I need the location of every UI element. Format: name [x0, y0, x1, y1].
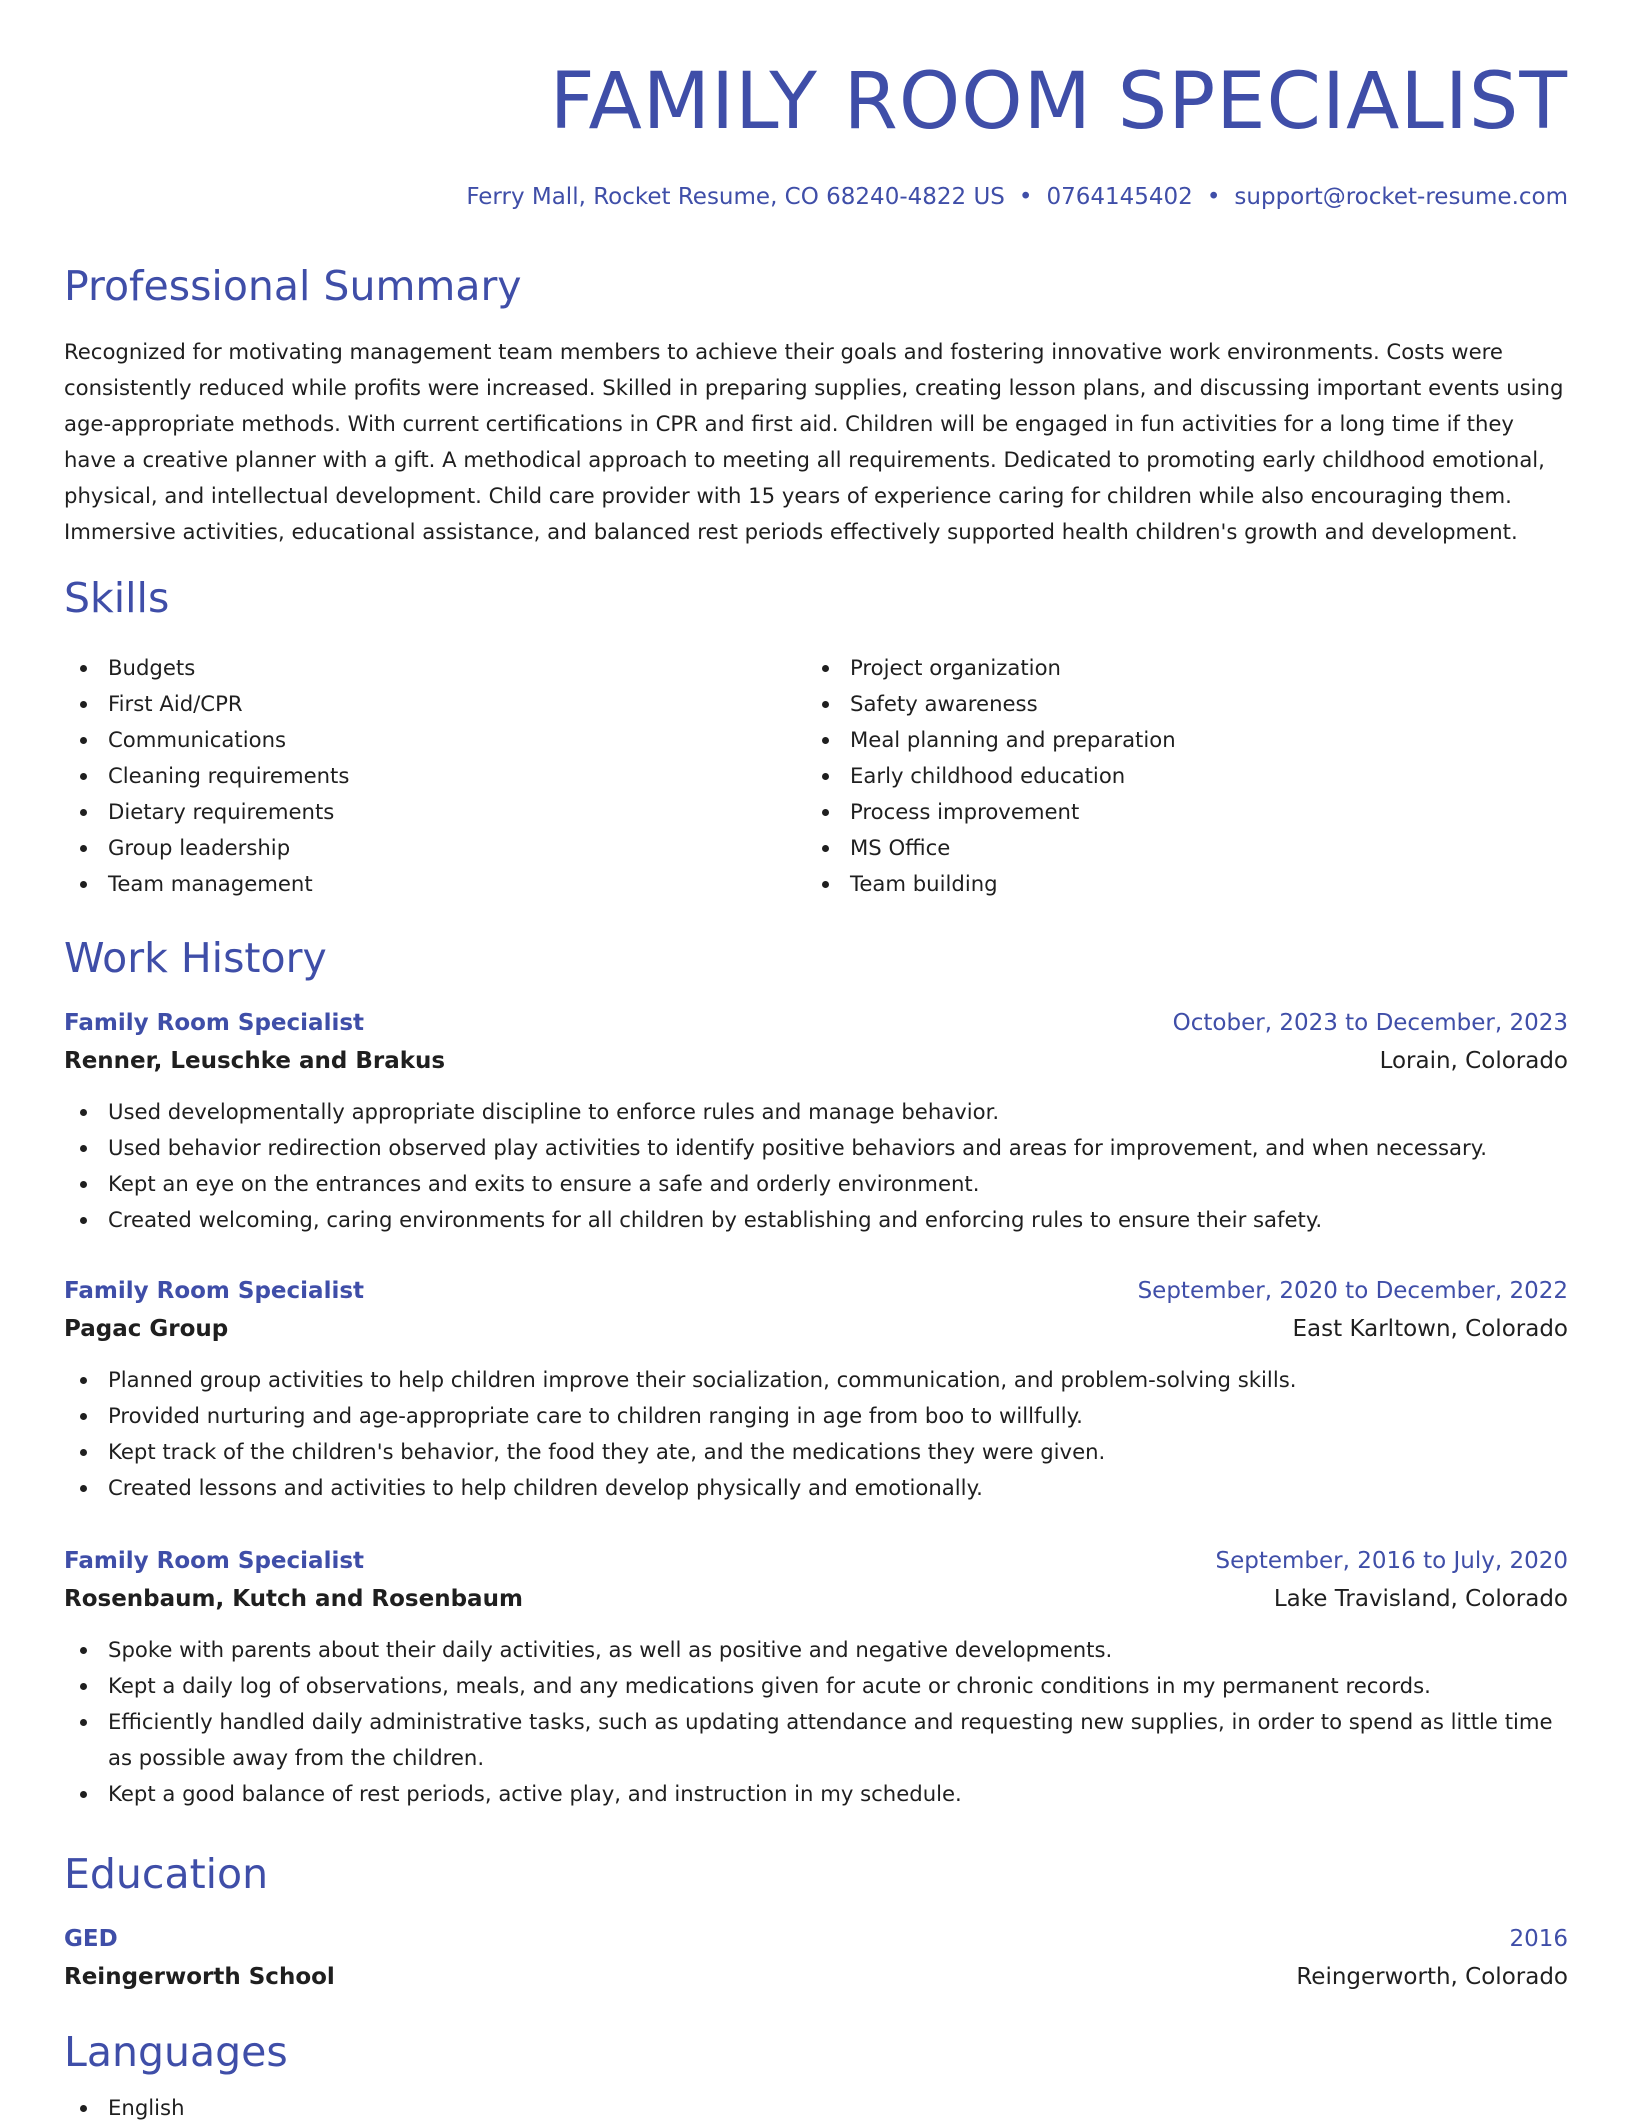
- skill-item: Early childhood education: [806, 758, 1506, 794]
- skill-item: Process improvement: [806, 794, 1506, 830]
- summary-heading: Professional Summary: [64, 262, 522, 310]
- contact-separator: •: [1018, 184, 1033, 210]
- skill-item: Communications: [64, 722, 764, 758]
- skill-item: Meal planning and preparation: [806, 722, 1506, 758]
- job-location: Lake Travisland, Colorado: [1273, 1586, 1568, 1612]
- skill-item: Cleaning requirements: [64, 758, 764, 794]
- contact-line: [466, 180, 1568, 214]
- job-duty: Created welcoming, caring environments for all children by establishing and enforcing rules to ensure their safety.: [64, 1202, 1568, 1238]
- skill-item: Project organization: [806, 650, 1506, 686]
- job-duty: Kept an eye on the entrances and exits to ensure a safe and orderly environment.: [64, 1166, 1568, 1202]
- job-title: Family Room Specialist: [64, 1278, 365, 1304]
- job-duty: Kept track of the children's behavior, the food they ate, and the medications they were given.: [64, 1434, 1568, 1470]
- job-company-row: [64, 1580, 1568, 1618]
- resume-title: FAMILY ROOM SPECIALIST: [549, 57, 1568, 147]
- job-title: Family Room Specialist: [64, 1548, 365, 1574]
- skill-item: MS Office: [806, 830, 1506, 866]
- job-duties-list: [64, 1632, 1568, 1812]
- education-school: Reingerworth School: [64, 1964, 335, 1990]
- skill-item: Dietary requirements: [64, 794, 764, 830]
- job-duties-list: [64, 1094, 1568, 1238]
- job-dates: September, 2016 to July, 2020: [1215, 1548, 1568, 1574]
- job-duty: Used developmentally appropriate discipline to enforce rules and manage behavior.: [64, 1094, 1568, 1130]
- education-entry: [64, 1920, 1568, 1996]
- education-school-row: [64, 1958, 1568, 1996]
- job-duty: Kept a daily log of observations, meals, and any medications given for acute or chronic conditions in my permanent records.: [64, 1668, 1568, 1704]
- job-location: East Karltown, Colorado: [1292, 1316, 1568, 1342]
- contact-phone: 0764145402: [1046, 184, 1193, 210]
- job-duty: Created lessons and activities to help children develop physically and emotionally.: [64, 1470, 1568, 1506]
- languages-list: [64, 2090, 764, 2126]
- skills-column-left: [64, 650, 764, 902]
- skills-list-left: [64, 650, 764, 902]
- contact-email: support@rocket-resume.com: [1234, 184, 1568, 210]
- skill-item: Team management: [64, 866, 764, 902]
- job-duty: Used behavior redirection observed play activities to identify positive behaviors and areas for improvement, and when necessary.: [64, 1130, 1568, 1166]
- contact-separator: •: [1206, 184, 1221, 210]
- skill-item: Safety awareness: [806, 686, 1506, 722]
- skill-item: First Aid/CPR: [64, 686, 764, 722]
- job-duty: Spoke with parents about their daily activities, as well as positive and negative developments.: [64, 1632, 1568, 1668]
- job-title: Family Room Specialist: [64, 1010, 365, 1036]
- education-heading: Education: [64, 1850, 269, 1898]
- job-duty: Planned group activities to help children improve their socialization, communication, and problem-solving skills.: [64, 1362, 1568, 1398]
- job-duty: Kept a good balance of rest periods, active play, and instruction in my schedule.: [64, 1776, 1568, 1812]
- skills-column-right: [806, 650, 1506, 902]
- job-dates: September, 2020 to December, 2022: [1137, 1278, 1568, 1304]
- skills-list-right: [806, 650, 1506, 902]
- job-company: Pagac Group: [64, 1316, 229, 1342]
- job-entry: [64, 1004, 1568, 1238]
- job-company: Rosenbaum, Kutch and Rosenbaum: [64, 1586, 523, 1612]
- job-header-row: [64, 1542, 1568, 1580]
- job-company-row: [64, 1310, 1568, 1348]
- job-duty: Provided nurturing and age-appropriate care to children ranging in age from boo to willfully.: [64, 1398, 1568, 1434]
- job-entry: [64, 1272, 1568, 1506]
- summary-text: Recognized for motivating management team members to achieve their goals and fostering innovative work environments. Costs were consistently reduced while profits were increased. Skilled in preparing supplies, creating lesson plans, and discussing important events using age-appropriate methods. With current certifications in CPR and first aid. Children will be engaged in fun activities for a long time if they have a creative planner with a gift. A methodical approach to meeting all requirements. Dedicated to promoting early childhood emotional, physical, and intellectual development. Child care provider with 15 years of experience caring for children while also encouraging them. Immersive activities, educational assistance, and balanced rest periods effectively supported health children's growth and development.: [64, 339, 1564, 544]
- skill-item: Team building: [806, 866, 1506, 902]
- skill-item: Group leadership: [64, 830, 764, 866]
- job-location: Lorain, Colorado: [1379, 1048, 1568, 1074]
- job-entry: [64, 1542, 1568, 1812]
- job-header-row: [64, 1272, 1568, 1310]
- education-year: 2016: [1509, 1926, 1568, 1952]
- work-history-heading: Work History: [64, 934, 327, 982]
- education-header-row: [64, 1920, 1568, 1958]
- skill-item: Budgets: [64, 650, 764, 686]
- education-location: Reingerworth, Colorado: [1296, 1964, 1568, 1990]
- skills-heading: Skills: [64, 574, 170, 622]
- job-dates: October, 2023 to December, 2023: [1172, 1010, 1568, 1036]
- job-duties-list: [64, 1362, 1568, 1506]
- job-duty: Efficiently handled daily administrative tasks, such as updating attendance and requesting new supplies, in order to spend as little time as possible away from the children.: [64, 1704, 1568, 1776]
- language-item: English: [64, 2090, 764, 2126]
- education-degree: GED: [64, 1926, 118, 1952]
- languages-heading: Languages: [64, 2028, 288, 2076]
- job-company: Renner, Leuschke and Brakus: [64, 1048, 446, 1074]
- contact-address: Ferry Mall, Rocket Resume, CO 68240-4822 US: [466, 184, 1005, 210]
- job-company-row: [64, 1042, 1568, 1080]
- job-header-row: [64, 1004, 1568, 1042]
